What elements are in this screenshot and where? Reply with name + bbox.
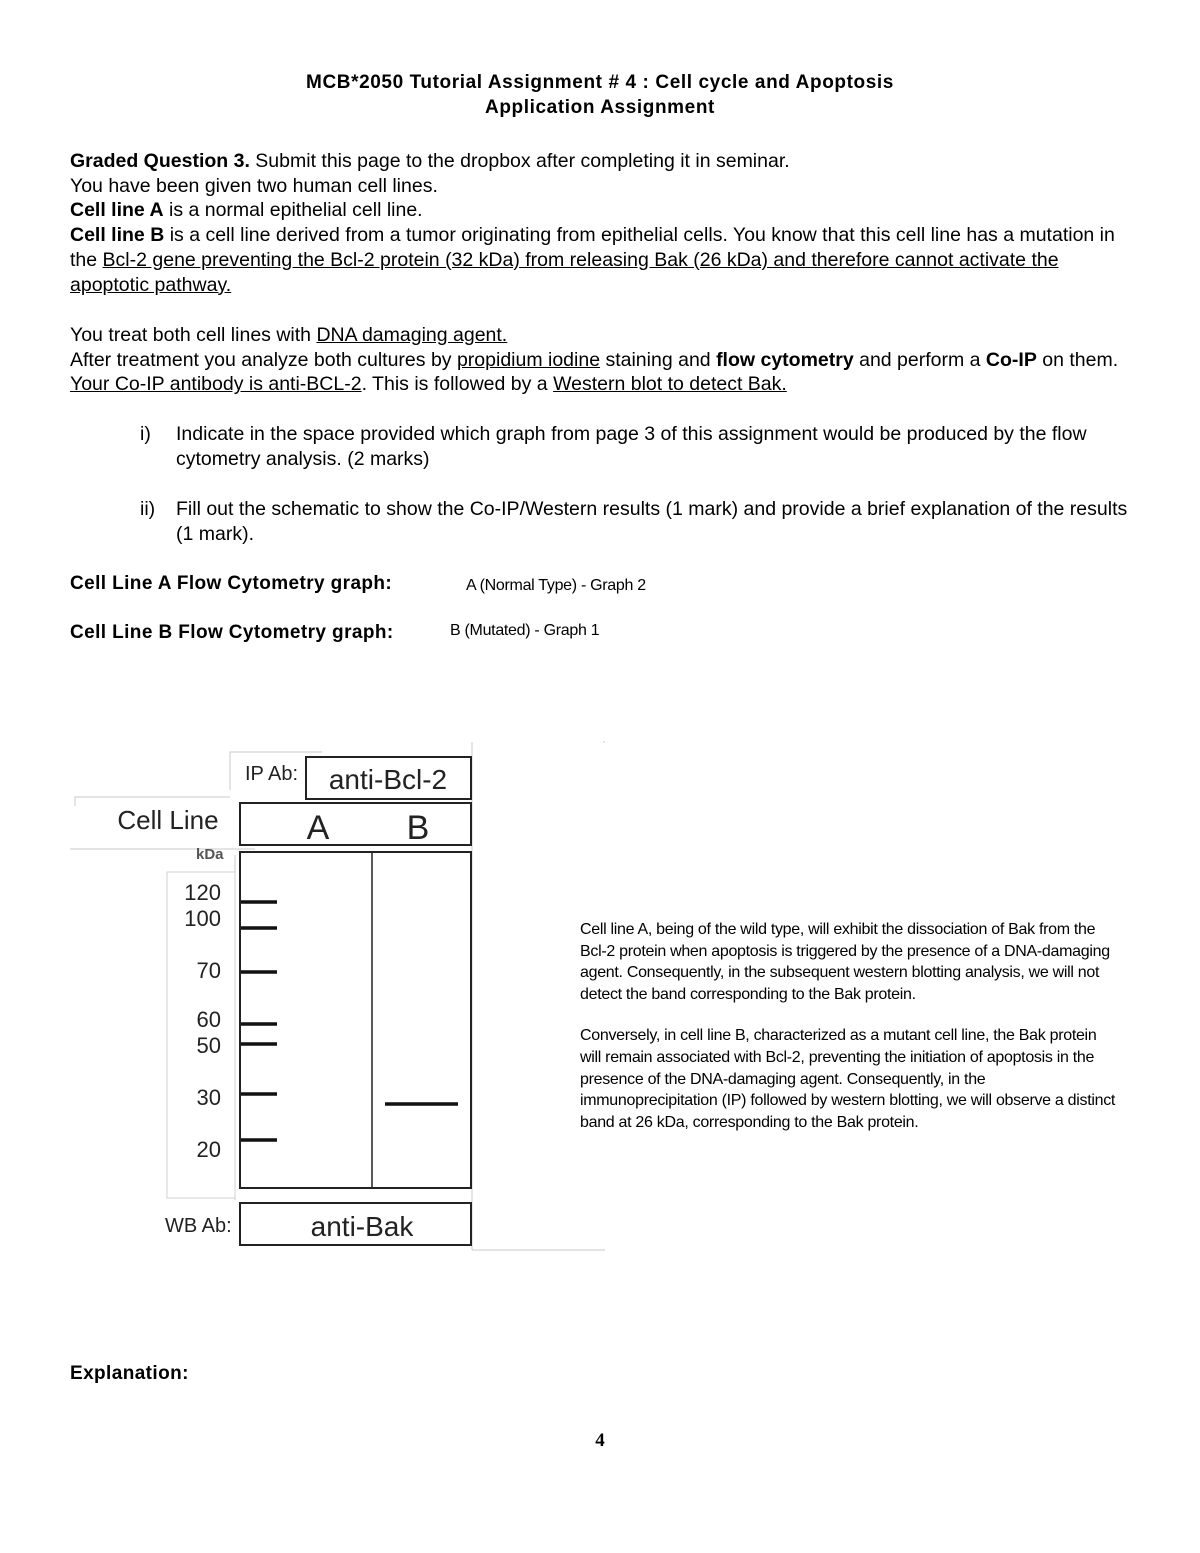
dna-damaging-agent: DNA damaging agent.: [316, 324, 508, 346]
propidium-iodine: propidium iodine: [456, 348, 601, 371]
cell-line-b-label: Cell line B: [70, 224, 165, 247]
page-title: MCB*2050 Tutorial Assignment # 4 : Cell cycle and Apoptosis: [306, 72, 894, 93]
graph-b-label: Cell Line B Flow Cytometry graph:: [70, 622, 394, 643]
lane-a-label: A: [306, 809, 330, 847]
page-subtitle: Application Assignment: [485, 97, 715, 118]
co-ip: Co-IP: [985, 348, 1037, 371]
cell-line-label: Cell Line: [117, 805, 219, 835]
treatment-text-6: . This is followed by a: [361, 373, 554, 396]
results-explanation: [580, 919, 1120, 1153]
graph-b-answer: B (Mutated) - Graph 1: [450, 622, 600, 639]
marker-label-60: 60: [196, 1007, 221, 1032]
marker-label-50: 50: [196, 1033, 221, 1058]
cell-line-a-text: is a normal epithelial cell line.: [163, 199, 423, 222]
wb-ab-label: WB Ab:: [165, 1215, 232, 1237]
flow-cytometry: flow cytometry: [716, 348, 854, 371]
treatment-text-5: on them.: [1036, 348, 1119, 371]
treatment-text-4: and perform a: [853, 348, 986, 371]
graph-a-answer: A (Normal Type) - Graph 2: [466, 577, 646, 594]
page-number: 4: [595, 1430, 605, 1451]
question-i-num: i): [140, 423, 151, 445]
explanation-paragraph-1: Cell line A, being of the wild type, will exhibit the dissociation of Bak from the Bcl-2 protein when apoptosis is triggered by the presence of a DNA-damaging agent. Consequently, in the subsequent western blotting analysis, we will not detect the band corresponding to the Bak protein.: [580, 921, 1110, 1003]
treatment-text-3: staining and: [600, 348, 717, 371]
cell-line-b-text: is a cell line derived from a tumor originating from epithelial cells. You know that this cell line has a mutation in the: [70, 224, 1115, 271]
ip-ab-label: IP Ab:: [245, 763, 299, 785]
marker-label-100: 100: [184, 906, 221, 931]
question-label: Graded Question 3.: [70, 150, 250, 172]
marker-label-30: 30: [196, 1085, 221, 1110]
explanation-paragraph-2: Conversely, in cell line B, characterized as a mutant cell line, the Bak protein will remain associated with Bcl-2, preventing the initiation of apoptosis in the presence of the DNA-damaging agent. Consequently, in the immunoprecipitation (IP) followed by western blotting, we will observe a distinct band at 26 kDa, corresponding to the Bak protein.: [580, 1027, 1116, 1131]
question-i-text: Indicate in the space provided which graph from page 3 of this assignment would be produced by the flow cytometry analysis. (2 marks): [176, 423, 1087, 470]
lane-header-box: [240, 803, 471, 845]
marker-labels: [184, 880, 221, 1162]
treatment-text-1: You treat both cell lines with: [70, 324, 317, 346]
western-blot: Western blot to detect Bak.: [553, 373, 787, 396]
cell-line-b-underlined: Bcl-2 gene preventing the Bcl-2 protein (32 kDa) from releasing Bak (26 kDa) and therefore cannot activate the apoptotic pathway.: [70, 248, 1059, 296]
marker-label-70: 70: [196, 958, 221, 983]
question-ii-text: Fill out the schematic to show the Co-IP/Western results (1 mark) and provide a brief explanation of the results (1 mark).: [176, 498, 1128, 545]
co-ip-antibody: Your Co-IP antibody is anti-BCL-2: [70, 373, 362, 396]
wb-antibody-text: anti-Bak: [310, 1211, 414, 1242]
question-ii-num: ii): [140, 498, 156, 520]
ip-antibody-text: anti-Bcl-2: [328, 764, 448, 795]
treatment-text-2: After treatment you analyze both cultures by: [70, 348, 457, 371]
ladder-ticks: [241, 902, 277, 1140]
lane-b-label: B: [406, 809, 430, 847]
cell-line-a-label: Cell line A: [70, 199, 164, 222]
marker-label-120: 120: [184, 880, 221, 905]
marker-label-20: 20: [196, 1137, 221, 1162]
kda-label: kDa: [196, 846, 224, 863]
cell-lines-intro: You have been given two human cell lines.: [70, 174, 438, 197]
question-text: Submit this page to the dropbox after completing it in seminar.: [249, 150, 790, 172]
explanation-label: Explanation:: [70, 1363, 189, 1384]
graph-a-label: Cell Line A Flow Cytometry graph:: [70, 573, 393, 594]
